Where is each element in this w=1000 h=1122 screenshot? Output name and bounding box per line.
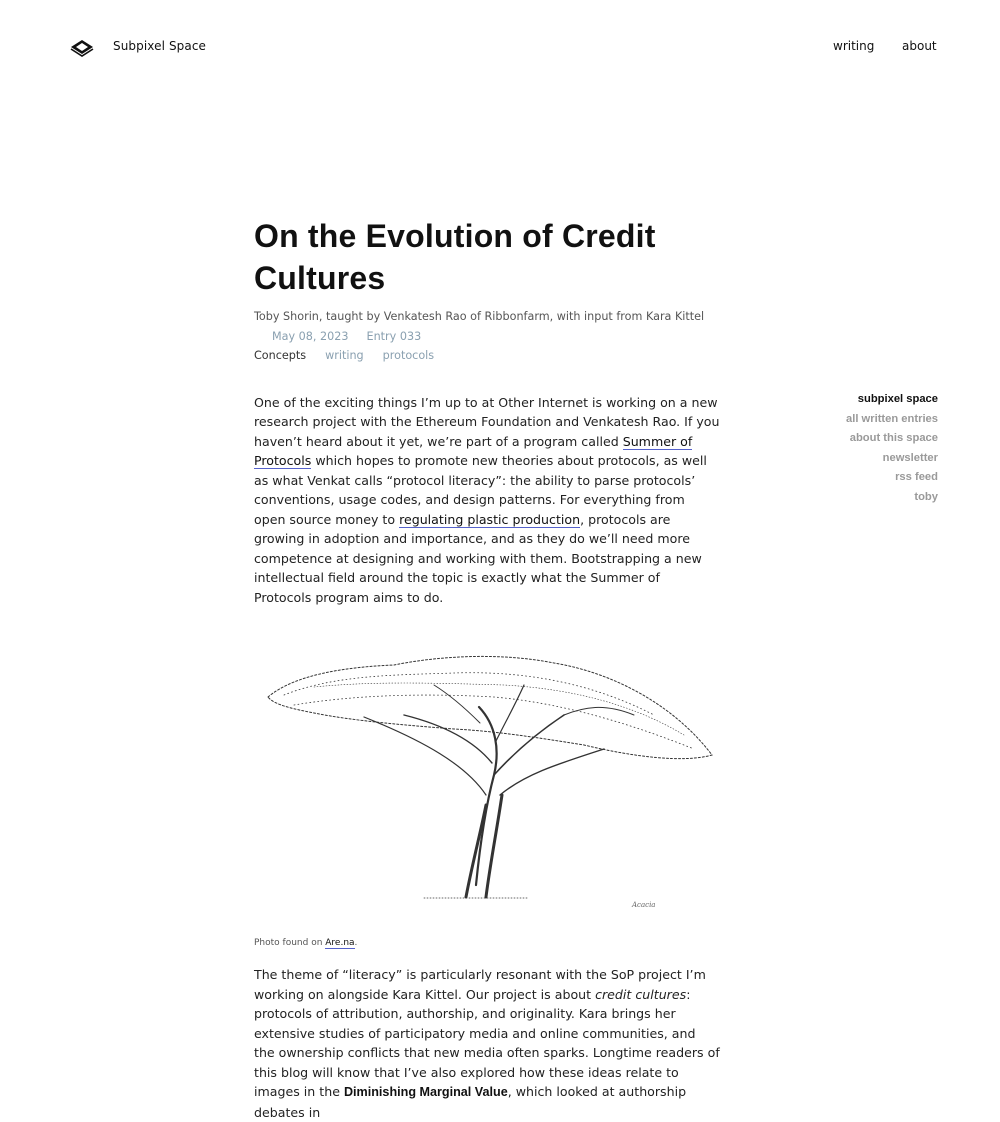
- regulating-plastic-link[interactable]: regulating plastic production: [399, 511, 581, 527]
- paragraph-text: which hopes to promote new theories about protocols, as well as what Venkat calls “protocol literacy”: the ability to parse protocols’ conventions, usage codes, and design patterns. For everything from open source money to: [254, 453, 707, 527]
- acacia-tree-illustration: [254, 645, 720, 920]
- sidebar-item-subpixel-space[interactable]: subpixel space: [857, 393, 938, 405]
- tag-list: [254, 346, 720, 366]
- nav-writing[interactable]: writing: [833, 39, 875, 53]
- page-title: On the Evolution of Credit Cultures: [254, 218, 656, 296]
- emphasis-text: credit cultures: [595, 986, 687, 1002]
- entry-number: Entry 033: [366, 329, 422, 343]
- figure-caption: [254, 938, 720, 948]
- tag-protocols[interactable]: protocols: [382, 349, 435, 362]
- sidebar-nav: [846, 390, 938, 507]
- layered-diamond-icon[interactable]: [70, 38, 94, 58]
- paragraph-text: : protocols of attribution, authorship, and originality. Kara brings her extensive studies of participatory media and online communities, and the ownership conflicts that new media often sparks. Longtime readers of this blog will know that I’ve also explored how these ideas relate to images in the: [254, 986, 720, 1099]
- publish-date: May 08, 2023: [272, 329, 349, 343]
- site-brand[interactable]: Subpixel Space: [113, 39, 207, 53]
- sidebar-item-toby[interactable]: toby: [914, 490, 938, 503]
- sidebar-item-newsletter[interactable]: newsletter: [882, 451, 938, 464]
- tag-writing[interactable]: writing: [325, 349, 364, 362]
- caption-text: .: [354, 938, 358, 948]
- summer-of-protocols-link[interactable]: Summer of Protocols: [254, 433, 693, 468]
- category-label: Concepts: [254, 349, 307, 362]
- sidebar-item-all-written-entries[interactable]: all written entries: [845, 412, 938, 425]
- nav-about[interactable]: about: [902, 39, 937, 53]
- illustration-signature: Acacia: [632, 901, 656, 909]
- paragraph-text: The theme of “literacy” is particularly resonant with the SoP project I’m working on alongside Kara Kittel. Our project is about: [254, 967, 706, 1002]
- sidebar-item-rss-feed[interactable]: rss feed: [895, 471, 938, 483]
- intro-paragraph: [254, 393, 720, 608]
- article-meta: [254, 307, 720, 346]
- paragraph-text: One of the exciting things I’m up to at Other Internet is working on a new research project with the Ethereum Foundation and Venkatesh Rao. If you haven’t heard about it yet, we’re part of a program called: [254, 394, 720, 449]
- paragraph-text: , which looked at authorship debates in: [254, 1084, 687, 1120]
- byline: Toby Shorin, taught by Venkatesh Rao of Ribbonfarm, with input from Kara Kittel: [254, 310, 705, 323]
- article: [254, 215, 720, 1122]
- diminishing-marginal-value-link[interactable]: Diminishing Marginal Value: [343, 1085, 508, 1099]
- second-paragraph: [254, 965, 720, 1122]
- arena-link[interactable]: Are.na: [325, 938, 355, 948]
- caption-text: Photo found on: [254, 938, 326, 948]
- paragraph-text: , protocols are growing in adoption and importance, and as they do we’ll need more competence at designing and working with them. Bootstrapping a new intellectual field around the topic is exactly what the Summer of Protocols program aims to do.: [254, 511, 702, 605]
- sidebar-item-about-this-space[interactable]: about this space: [849, 432, 938, 444]
